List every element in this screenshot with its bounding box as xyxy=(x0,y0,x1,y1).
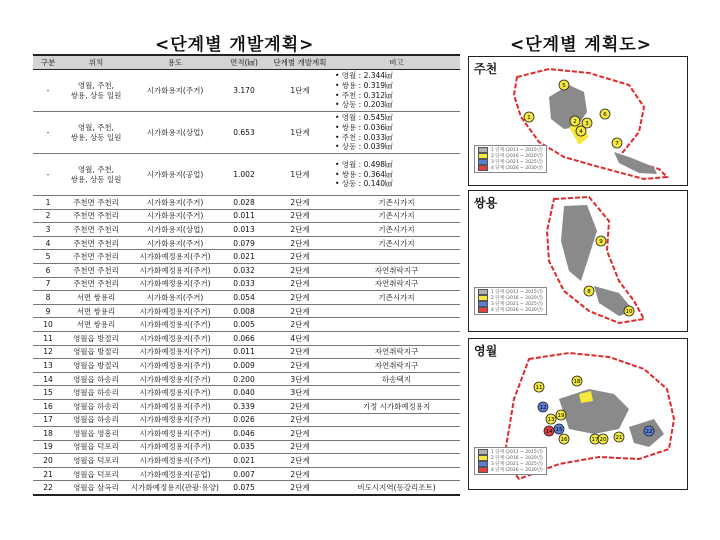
legend-label: 4 단계 (2026 ~ 2030년) xyxy=(491,166,543,171)
row-no: 13 xyxy=(33,359,63,373)
district-boundary xyxy=(547,197,644,323)
row-note: 하송택지 xyxy=(333,372,460,386)
row-no: 11 xyxy=(33,331,63,345)
row-location: 주천면 주천리 xyxy=(63,236,129,250)
row-use: 시가화예정용지(주거) xyxy=(129,372,221,386)
map-marker-label: 14 xyxy=(545,429,553,435)
map-label: 쌍용 xyxy=(474,196,498,210)
map-marker-label: 20 xyxy=(599,437,607,443)
row-note xyxy=(333,440,460,454)
row-stage: 2단계 xyxy=(267,250,333,264)
row-no: 17 xyxy=(33,413,63,427)
map-marker-label: 17 xyxy=(591,437,599,443)
row-stage: 2단계 xyxy=(267,427,333,441)
legend-label: 2 단계 (2016 ~ 2020년) xyxy=(491,456,543,461)
map-marker-label: 19 xyxy=(557,413,565,419)
row-use: 시가화예정용지(주거) xyxy=(129,427,221,441)
legend-label: 4 단계 (2026 ~ 2030년) xyxy=(491,468,543,473)
row-location xyxy=(63,70,129,112)
row-use: 시가화예정용지(주거) xyxy=(129,263,221,277)
location-line: 쌍용, 상동 일원 xyxy=(70,174,122,184)
note-line: • 상동 : 0.039㎢ xyxy=(335,142,393,152)
row-number: - xyxy=(33,70,63,112)
row-area: 0.075 xyxy=(221,481,267,495)
table-row xyxy=(33,427,460,441)
row-note: 기존시가지 xyxy=(333,236,460,250)
row-location: 주천면 주천리 xyxy=(63,263,129,277)
row-note xyxy=(333,413,460,427)
row-use: 시가화예정용지(주거) xyxy=(129,386,221,400)
table-row xyxy=(33,454,460,468)
legend-entry xyxy=(478,467,543,473)
row-location: 서면 쌍용리 xyxy=(63,291,129,305)
row-area: 0.032 xyxy=(221,263,267,277)
row-no: 22 xyxy=(33,481,63,495)
row-location: 주천면 주천리 xyxy=(63,196,129,210)
row-location: 영월읍 하송리 xyxy=(63,372,129,386)
map-marker-label: 18 xyxy=(573,379,581,385)
development-plan-title: <단계별 개발계획> xyxy=(155,35,315,55)
row-note: 기존시가지 xyxy=(333,196,460,210)
row-note: 기존시가지 xyxy=(333,209,460,223)
legend-label: 3 단계 (2021 ~ 2025년) xyxy=(491,462,543,467)
map-legend xyxy=(474,287,547,315)
row-stage: 1단계 xyxy=(267,154,333,196)
row-area: 0.009 xyxy=(221,359,267,373)
map-label: 주천 xyxy=(474,62,498,76)
map-marker-label: 22 xyxy=(645,429,653,435)
location-line: 쌍용, 상동 일원 xyxy=(70,132,122,142)
row-use: 시가화용지(주거) xyxy=(129,209,221,223)
row-area: 0.007 xyxy=(221,467,267,481)
row-no: 20 xyxy=(33,454,63,468)
note-line: • 쌍용 : 0.036㎢ xyxy=(335,122,393,132)
row-use: 시가화예정용지(주거) xyxy=(129,399,221,413)
row-location: 주천면 주천리 xyxy=(63,277,129,291)
legend-label: 2 단계 (2016 ~ 2020년) xyxy=(491,296,543,301)
row-use: 시가화용지(상업) xyxy=(129,112,221,154)
map-marker-label: 4 xyxy=(579,129,583,135)
row-location: 서면 쌍용리 xyxy=(63,304,129,318)
table-row xyxy=(33,250,460,264)
row-area: 0.653 xyxy=(221,112,267,154)
map-label: 영월 xyxy=(474,344,498,358)
row-use: 시가화예정용지(주거) xyxy=(129,304,221,318)
table-row xyxy=(33,277,460,291)
row-note xyxy=(333,250,460,264)
row-area: 1.002 xyxy=(221,154,267,196)
row-location: 영월읍 방절리 xyxy=(63,345,129,359)
note-line: • 주천 : 0.312㎢ xyxy=(335,90,393,100)
row-no: 9 xyxy=(33,304,63,318)
location-line: 영월, 주천, xyxy=(77,164,115,174)
map-marker-label: 7 xyxy=(615,141,619,147)
row-area: 0.200 xyxy=(221,372,267,386)
row-note xyxy=(333,467,460,481)
row-location xyxy=(63,112,129,154)
map-panel-jucheon xyxy=(468,56,688,186)
row-note: 자연취락지구 xyxy=(333,277,460,291)
row-note: 자연취락지구 xyxy=(333,263,460,277)
legend-swatch xyxy=(478,467,488,473)
row-no: 18 xyxy=(33,427,63,441)
table-row xyxy=(33,196,460,210)
row-stage: 4단계 xyxy=(267,331,333,345)
row-stage: 2단계 xyxy=(267,481,333,495)
map-marker-label: 3 xyxy=(585,121,589,127)
row-no: 2 xyxy=(33,209,63,223)
row-stage: 2단계 xyxy=(267,467,333,481)
note-line: • 상동 : 0.140㎢ xyxy=(335,179,393,189)
row-area: 0.011 xyxy=(221,209,267,223)
table-row xyxy=(33,467,460,481)
table-row xyxy=(33,154,460,196)
row-area: 3.170 xyxy=(221,70,267,112)
table-row xyxy=(33,223,460,237)
table-row xyxy=(33,70,460,112)
row-stage: 2단계 xyxy=(267,318,333,332)
row-use: 시가화예정용지(주거) xyxy=(129,345,221,359)
header-category: 구분 xyxy=(33,55,63,70)
row-note: 기존시가지 xyxy=(333,291,460,305)
table-row xyxy=(33,263,460,277)
legend-label: 3 단계 (2021 ~ 2025년) xyxy=(491,302,543,307)
map-marker-label: 11 xyxy=(535,385,543,391)
note-line: • 쌍용 : 0.319㎢ xyxy=(335,80,393,90)
row-no: 16 xyxy=(33,399,63,413)
row-area: 0.011 xyxy=(221,345,267,359)
row-no: 4 xyxy=(33,236,63,250)
row-location: 주천면 주천리 xyxy=(63,250,129,264)
row-use: 시가화용지(주거) xyxy=(129,196,221,210)
legend-swatch xyxy=(478,165,488,171)
row-location xyxy=(63,154,129,196)
legend-entry xyxy=(478,307,543,313)
table-row xyxy=(33,236,460,250)
location-line: 쌍용, 상동 일원 xyxy=(70,90,122,100)
map-panel-yeongwol xyxy=(468,338,688,490)
legend-label: 4 단계 (2026 ~ 2030년) xyxy=(491,308,543,313)
row-note xyxy=(333,386,460,400)
map-marker-label: 9 xyxy=(599,239,603,245)
row-use: 시가화예정용지(주거) xyxy=(129,413,221,427)
row-no: 5 xyxy=(33,250,63,264)
row-no: 12 xyxy=(33,345,63,359)
row-note xyxy=(333,112,460,154)
row-location: 영월읍 방절리 xyxy=(63,359,129,373)
row-location: 영월읍 덕포리 xyxy=(63,440,129,454)
row-use: 시가화용지(주거) xyxy=(129,291,221,305)
row-area: 0.339 xyxy=(221,399,267,413)
legend-label: 3 단계 (2021 ~ 2025년) xyxy=(491,160,543,165)
row-no: 10 xyxy=(33,318,63,332)
row-location: 영월읍 하송리 xyxy=(63,413,129,427)
row-stage: 2단계 xyxy=(267,277,333,291)
note-line: • 영월 : 0.498㎢ xyxy=(335,160,393,170)
row-location: 영월읍 덕포리 xyxy=(63,454,129,468)
row-use: 시가화예정용지(관광·유양) xyxy=(129,481,221,495)
row-no: 14 xyxy=(33,372,63,386)
table-row xyxy=(33,304,460,318)
legend-entry xyxy=(478,165,543,171)
header-note: 비고 xyxy=(333,55,460,70)
row-location: 주천면 주천리 xyxy=(63,209,129,223)
row-note xyxy=(333,154,460,196)
header-use: 용도 xyxy=(129,55,221,70)
map-marker-label: 10 xyxy=(625,309,633,315)
note-line: • 영월 : 2.344㎢ xyxy=(335,71,393,81)
note-line: • 영월 : 0.545㎢ xyxy=(335,113,393,123)
row-note: 자연취락지구 xyxy=(333,359,460,373)
row-location: 영월읍 삼옥리 xyxy=(63,481,129,495)
note-line: • 주천 : 0.033㎢ xyxy=(335,132,393,142)
row-stage: 2단계 xyxy=(267,399,333,413)
header-location: 위치 xyxy=(63,55,129,70)
row-area: 0.013 xyxy=(221,223,267,237)
row-stage: 2단계 xyxy=(267,263,333,277)
row-location: 영월읍 하송리 xyxy=(63,386,129,400)
row-use: 시가화용지(공업) xyxy=(129,154,221,196)
row-no: 6 xyxy=(33,263,63,277)
table-row xyxy=(33,440,460,454)
row-stage: 2단계 xyxy=(267,454,333,468)
row-location: 영월읍 방절리 xyxy=(63,331,129,345)
table-row xyxy=(33,386,460,400)
row-no: 8 xyxy=(33,291,63,305)
row-area: 0.035 xyxy=(221,440,267,454)
row-use: 시가화예정용지(주거) xyxy=(129,454,221,468)
table-row xyxy=(33,481,460,495)
table-row xyxy=(33,372,460,386)
row-stage: 3단계 xyxy=(267,386,333,400)
row-stage: 2단계 xyxy=(267,440,333,454)
row-note: 기존시가지 xyxy=(333,223,460,237)
row-stage: 2단계 xyxy=(267,359,333,373)
table-row xyxy=(33,112,460,154)
row-use: 시가화예정용지(주거) xyxy=(129,318,221,332)
development-plan-table xyxy=(33,54,460,496)
row-note xyxy=(333,454,460,468)
row-area: 0.021 xyxy=(221,454,267,468)
row-area: 0.066 xyxy=(221,331,267,345)
row-no: 3 xyxy=(33,223,63,237)
legend-label: 2 단계 (2016 ~ 2020년) xyxy=(491,154,543,159)
header-area: 면적(㎢) xyxy=(221,55,267,70)
row-location: 영월읍 영흥리 xyxy=(63,427,129,441)
map-marker-label: 15 xyxy=(555,427,563,433)
row-area: 0.054 xyxy=(221,291,267,305)
row-note xyxy=(333,318,460,332)
row-area: 0.033 xyxy=(221,277,267,291)
row-area: 0.046 xyxy=(221,427,267,441)
row-area: 0.008 xyxy=(221,304,267,318)
legend-label: 1 단계 (2011 ~ 2015년) xyxy=(491,450,543,455)
table-row xyxy=(33,359,460,373)
row-area: 0.005 xyxy=(221,318,267,332)
row-area: 0.028 xyxy=(221,196,267,210)
row-use: 시가화예정용지(주거) xyxy=(129,359,221,373)
row-no: 15 xyxy=(33,386,63,400)
map-panel-ssangyong xyxy=(468,190,688,332)
row-location: 영월읍 덕포리 xyxy=(63,467,129,481)
row-stage: 1단계 xyxy=(267,70,333,112)
row-note xyxy=(333,70,460,112)
table-row xyxy=(33,413,460,427)
map-marker-label: 8 xyxy=(587,289,591,295)
legend-swatch xyxy=(478,307,488,313)
row-use: 시가화용지(상업) xyxy=(129,223,221,237)
row-number: - xyxy=(33,112,63,154)
row-location: 서면 쌍용리 xyxy=(63,318,129,332)
map-marker-label: 16 xyxy=(560,437,568,443)
row-note xyxy=(333,427,460,441)
table-header-row xyxy=(33,55,460,70)
legend-label: 1 단계 (2011 ~ 2015년) xyxy=(491,148,543,153)
row-note: 자연취락지구 xyxy=(333,345,460,359)
row-note: 기정 시가화예정용지 xyxy=(333,399,460,413)
row-location: 영월읍 하송리 xyxy=(63,399,129,413)
row-area: 0.079 xyxy=(221,236,267,250)
location-line: 영월, 주천, xyxy=(77,122,115,132)
row-stage: 2단계 xyxy=(267,345,333,359)
map-legend xyxy=(474,447,547,475)
map-marker-label: 6 xyxy=(603,112,607,118)
map-marker-label: 5 xyxy=(562,83,566,89)
row-no: 7 xyxy=(33,277,63,291)
legend-label: 1 단계 (2011 ~ 2015년) xyxy=(491,290,543,295)
map-marker-label: 2 xyxy=(573,119,577,125)
row-stage: 2단계 xyxy=(267,209,333,223)
row-stage: 2단계 xyxy=(267,196,333,210)
map-legend xyxy=(474,145,547,173)
table-row xyxy=(33,399,460,413)
table-row xyxy=(33,318,460,332)
row-area: 0.026 xyxy=(221,413,267,427)
stage-map-title: <단계별 계획도> xyxy=(510,35,652,55)
note-line: • 쌍용 : 0.364㎢ xyxy=(335,169,393,179)
map-marker-label: 12 xyxy=(539,405,547,411)
map-marker-label: 1 xyxy=(527,115,531,121)
row-area: 0.021 xyxy=(221,250,267,264)
table-row xyxy=(33,209,460,223)
row-use: 시가화예정용지(주거) xyxy=(129,250,221,264)
row-use: 시가화예정용지(주거) xyxy=(129,331,221,345)
row-stage: 2단계 xyxy=(267,291,333,305)
location-line: 영월, 주천, xyxy=(77,80,115,90)
row-use: 시가화용지(주거) xyxy=(129,236,221,250)
table-row xyxy=(33,345,460,359)
row-stage: 2단계 xyxy=(267,236,333,250)
row-area: 0.040 xyxy=(221,386,267,400)
row-use: 시가화예정용지(주거) xyxy=(129,277,221,291)
row-stage: 2단계 xyxy=(267,413,333,427)
row-stage: 2단계 xyxy=(267,304,333,318)
map-marker-label: 13 xyxy=(547,417,555,423)
row-use: 시가화용지(주거) xyxy=(129,70,221,112)
table-row xyxy=(33,291,460,305)
row-no: 21 xyxy=(33,467,63,481)
row-stage: 2단계 xyxy=(267,223,333,237)
row-use: 시가화예정용지(공업) xyxy=(129,467,221,481)
row-no: 19 xyxy=(33,440,63,454)
row-location: 주천면 주천리 xyxy=(63,223,129,237)
row-note xyxy=(333,331,460,345)
row-use: 시가화예정용지(주거) xyxy=(129,440,221,454)
note-line: • 상동 : 0.203㎢ xyxy=(335,100,393,110)
row-note: 비도시지역(동강리조트) xyxy=(333,481,460,495)
row-no: 1 xyxy=(33,196,63,210)
row-stage: 3단계 xyxy=(267,372,333,386)
row-number: - xyxy=(33,154,63,196)
row-note xyxy=(333,304,460,318)
map-marker-label: 21 xyxy=(615,435,623,441)
table-row xyxy=(33,331,460,345)
header-stage: 단계별 개발계획 xyxy=(267,55,333,70)
row-stage: 1단계 xyxy=(267,112,333,154)
